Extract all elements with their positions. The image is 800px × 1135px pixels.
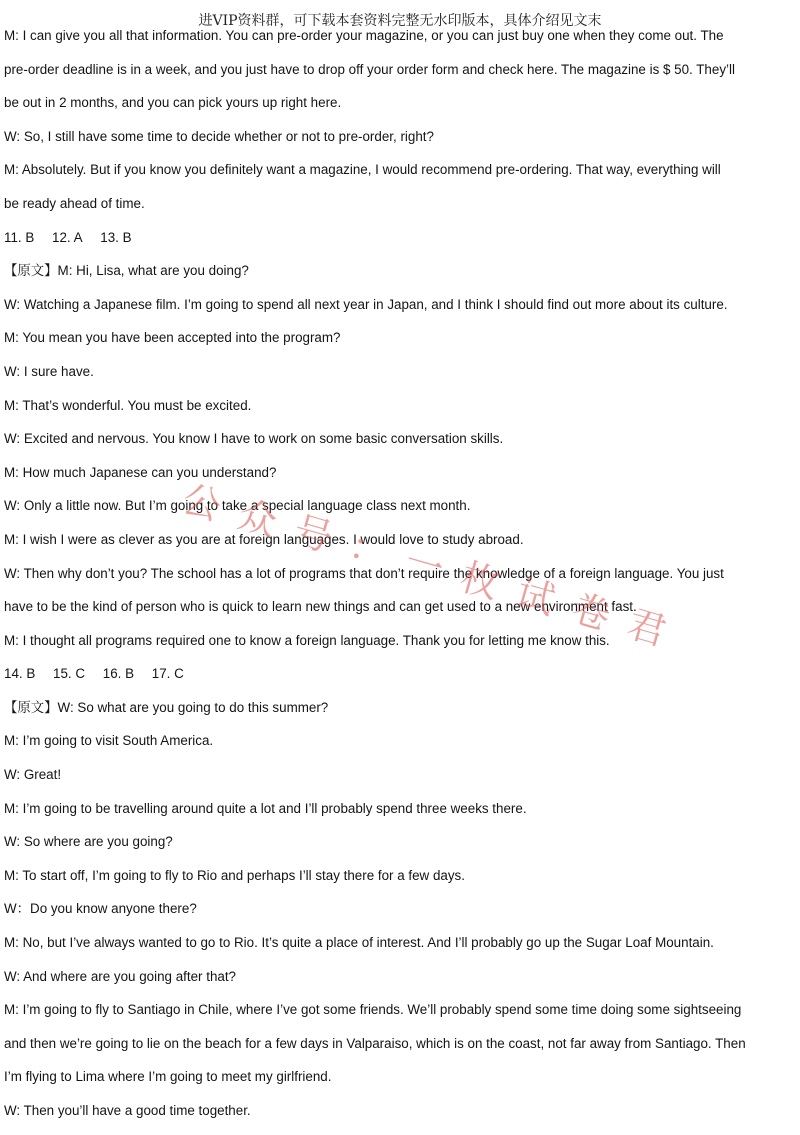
text-line: M: No, but I’ve always wanted to go to Rio. It’s quite a place of interest. And I’ll probably go up the Sugar Loaf Mountain. bbox=[4, 935, 714, 951]
text-line: pre-order deadline is in a week, and you just have to drop off your order form and check here. The magazine is $ 50. They’ll bbox=[4, 61, 735, 77]
text-line: W: I sure have. bbox=[4, 363, 94, 379]
text-line: W: Great! bbox=[4, 767, 62, 783]
watermark-char: ： bbox=[344, 523, 394, 577]
transcript-heading-line: 【原文】M: Hi, Lisa, what are you doing? bbox=[4, 263, 249, 279]
text-line: M: I’m going to fly to Santiago in Chile, where I’ve got some friends. We’ll probably spend some time doing some sightseeing bbox=[4, 1002, 742, 1018]
text-line: be ready ahead of time. bbox=[4, 195, 145, 211]
text-line: W: So, I still have some time to decide whether or not to pre-order, right? bbox=[4, 128, 434, 144]
text-line: I’m flying to Lima where I’m going to meet my girlfriend. bbox=[4, 1069, 332, 1085]
answer-13: 13. B bbox=[100, 229, 132, 245]
text-line: M: You mean you have been accepted into the program? bbox=[4, 330, 341, 346]
document-body bbox=[4, 26, 799, 1135]
answer-15: 15. C bbox=[53, 666, 86, 682]
text-line: W: Then you’ll have a good time together. bbox=[4, 1103, 251, 1118]
watermark-char: 公 bbox=[177, 476, 227, 530]
transcript-heading-line: 【原文】W: So what are you going to do this summer? bbox=[4, 699, 329, 715]
text-line: M: I’m going to visit South America. bbox=[4, 733, 214, 749]
watermark-char: 号 bbox=[288, 507, 338, 561]
text-line: and then we’re going to lie on the beach for a few days in Valparaiso, which is on the coast, not far away from Santiago. Then bbox=[4, 1035, 746, 1051]
text-line: M: I’m going to be travelling around quite a lot and I’ll probably spend three weeks there. bbox=[4, 800, 527, 816]
text-line: W：Do you know anyone there? bbox=[4, 901, 197, 917]
text-line: M: I thought all programs required one to know a foreign language. Thank you for letting me know this. bbox=[4, 632, 610, 648]
text-line: M: To start off, I’m going to fly to Rio and perhaps I’ll stay there for a few days. bbox=[4, 867, 465, 883]
watermark-char: 君 bbox=[622, 601, 672, 655]
answer-14: 14. B bbox=[4, 666, 36, 682]
text-line: W: And where are you going after that? bbox=[4, 968, 237, 984]
answer-key-11-13 bbox=[4, 228, 799, 262]
text-line: W: Watching a Japanese film. I’m going to spend all next year in Japan, and I think I should find out more about its culture. bbox=[4, 296, 728, 312]
watermark-char: 试 bbox=[511, 570, 560, 623]
text-line: M: How much Japanese can you understand? bbox=[4, 464, 277, 480]
answer-12: 12. A bbox=[52, 229, 83, 245]
watermark-char: 卷 bbox=[566, 585, 616, 639]
text-line: W: Only a little now. But I’m going to take a special language class next month. bbox=[4, 498, 471, 514]
answer-key-14-17 bbox=[4, 664, 799, 698]
text-line: M: That’s wonderful. You must be excited. bbox=[4, 397, 252, 413]
text-line: be out in 2 months, and you can pick yours up right here. bbox=[4, 95, 342, 111]
vip-banner: 进VIP资料群，可下载本套资料完整无水印版本，具体介绍见文末 bbox=[198, 13, 602, 29]
watermark-char: 众 bbox=[233, 491, 282, 545]
text-line: M: Absolutely. But if you know you definitely want a magazine, I would recommend pre-ordering. That way, everything will bbox=[4, 162, 721, 178]
answer-11: 11. B bbox=[4, 229, 35, 245]
text-line: M: I can give you all that information. You can pre-order your magazine, or you can just buy one when they come out. The bbox=[4, 28, 724, 43]
text-line: W: So where are you going? bbox=[4, 834, 173, 850]
watermark-char: 一 bbox=[400, 538, 449, 592]
watermark-char: 枚 bbox=[455, 554, 505, 608]
text-line: have to be the kind of person who is quick to learn new things and can get used to a new environment fast. bbox=[4, 599, 637, 615]
text-line: W: Excited and nervous. You know I have to work on some basic conversation skills. bbox=[4, 431, 504, 447]
text-line: W: Then why don’t you? The school has a lot of programs that don’t require the knowledge of a foreign language. You just bbox=[4, 565, 724, 581]
answer-16: 16. B bbox=[102, 666, 135, 682]
text-line: M: I wish I were as clever as you are at foreign languages. I would love to study abroad. bbox=[4, 531, 524, 547]
answer-17: 17. C bbox=[151, 666, 184, 682]
